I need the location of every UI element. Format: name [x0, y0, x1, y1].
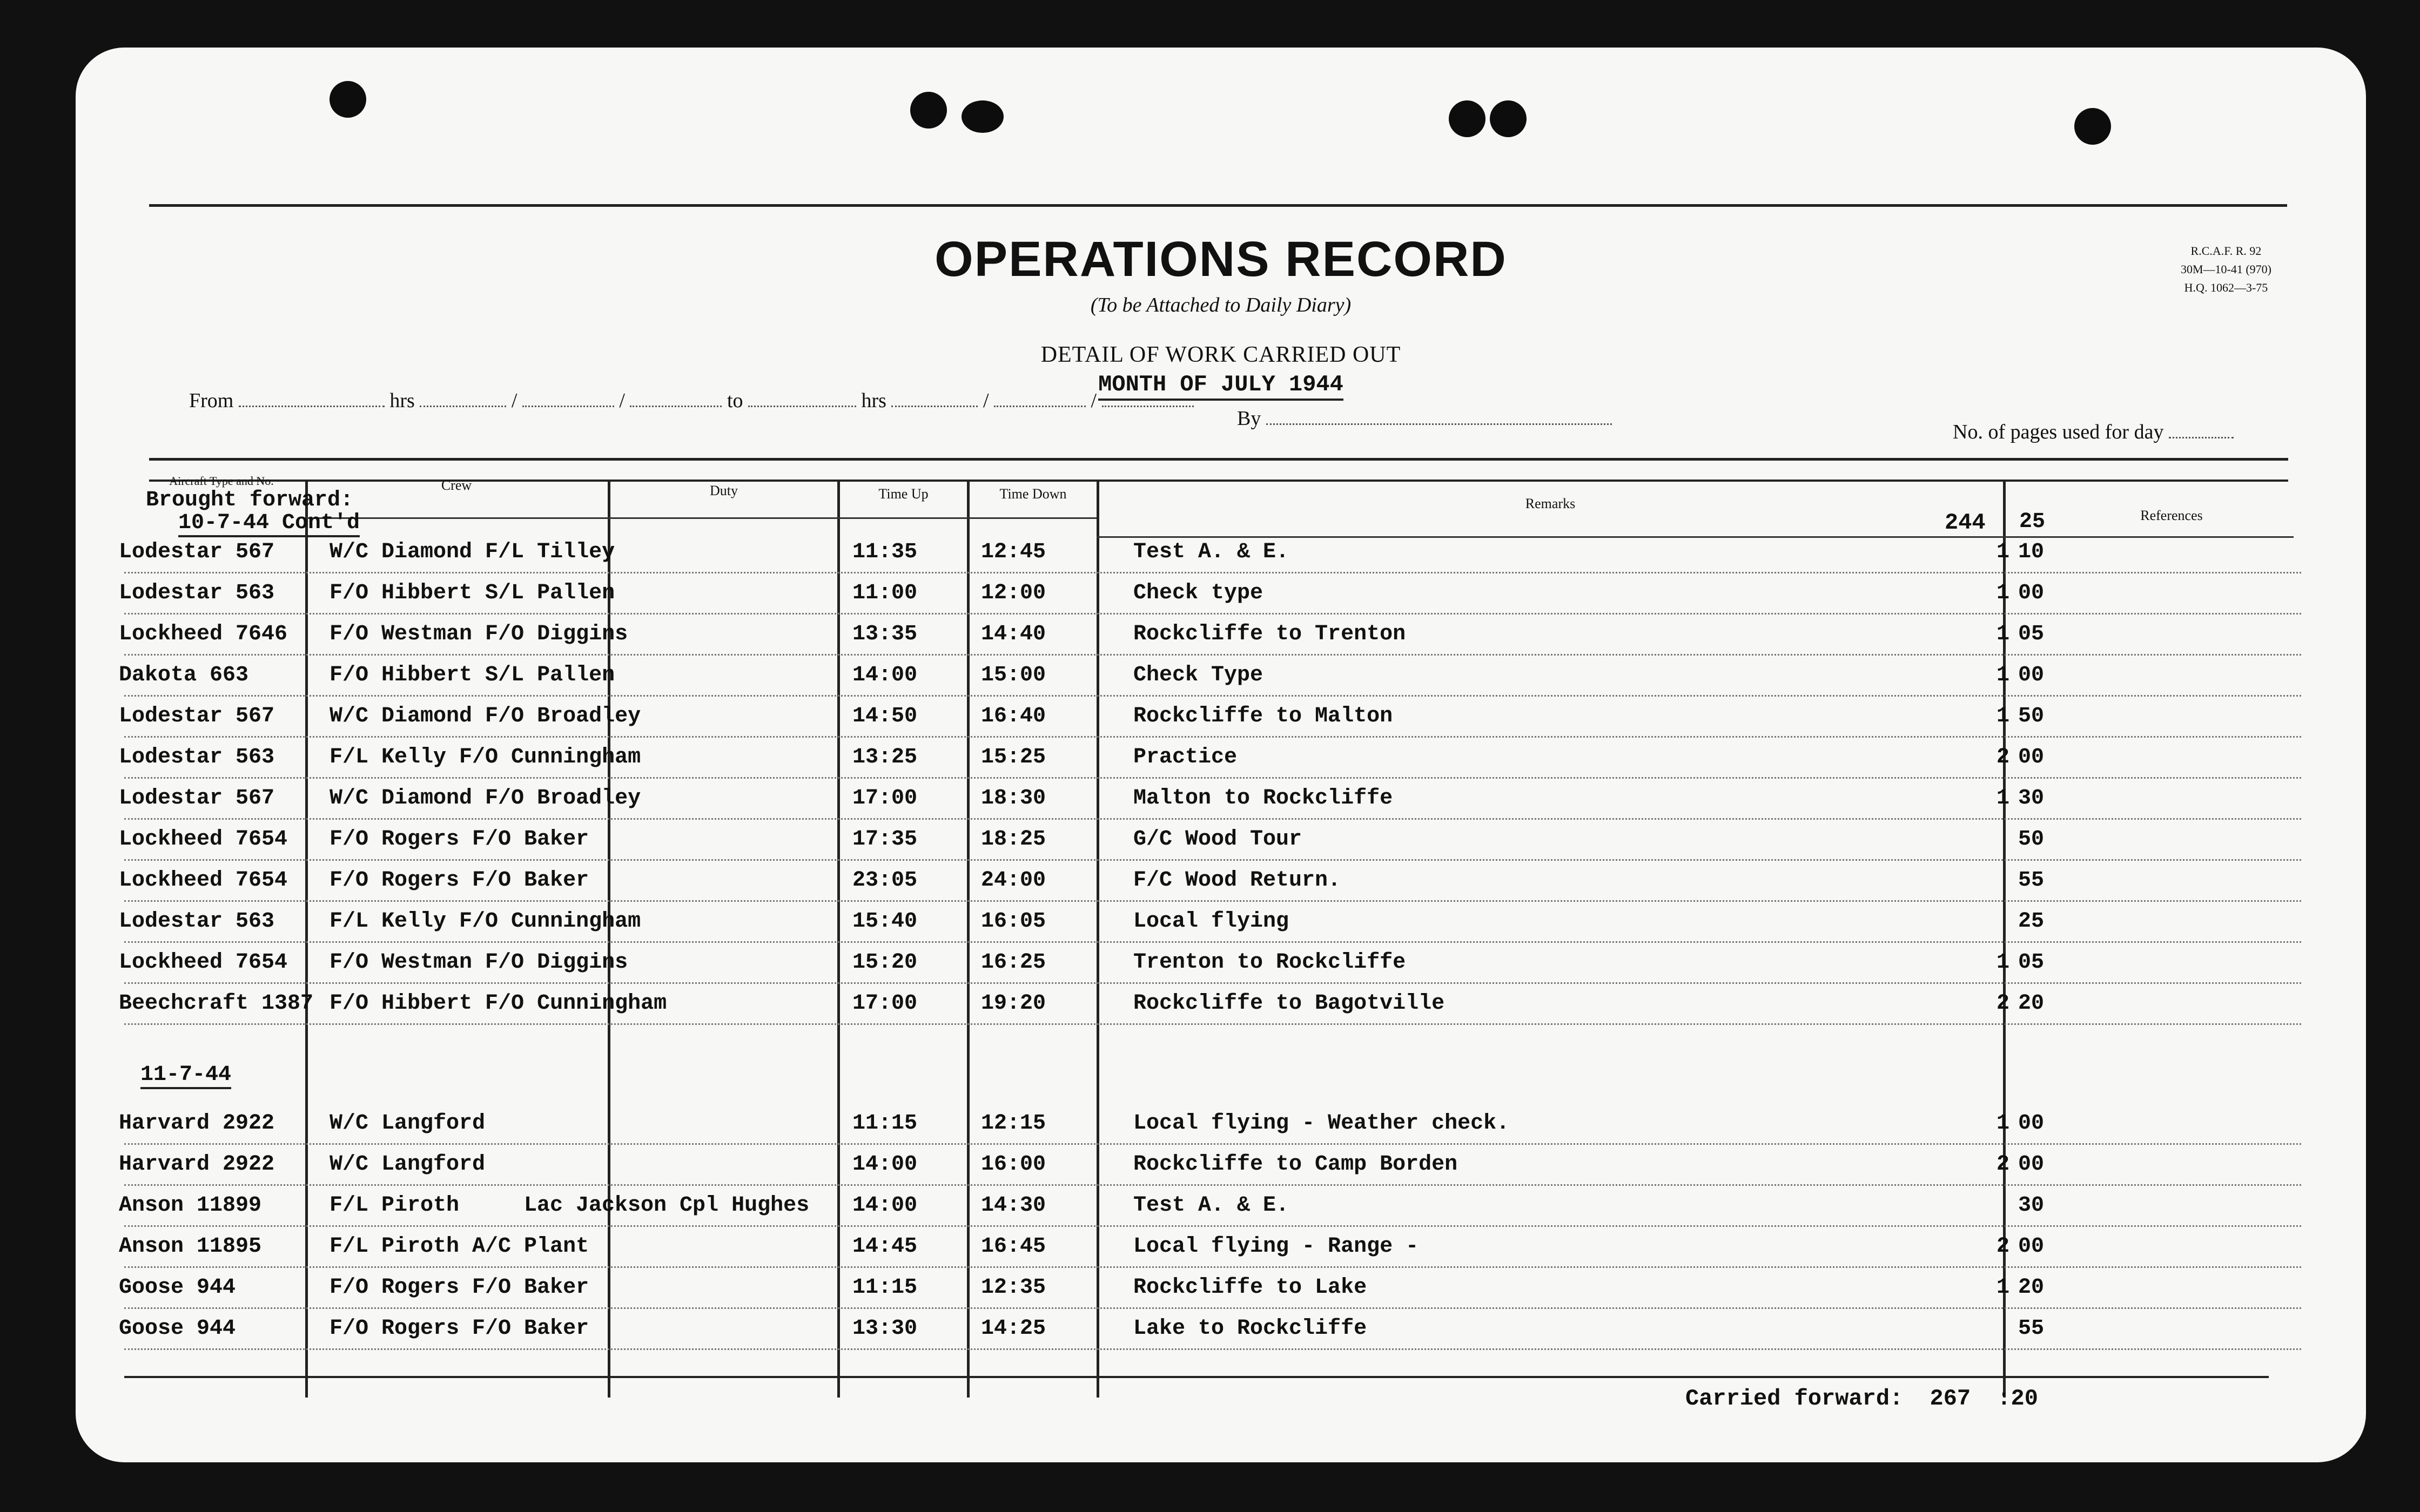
crew: F/O Westman F/O Diggins — [330, 622, 628, 646]
time-down: 12:35 — [981, 1275, 1046, 1300]
flight-minutes: 25 — [2018, 909, 2045, 934]
punch-hole — [2074, 108, 2111, 145]
col-duty: Duty — [710, 483, 738, 498]
row-dotted-rule — [124, 1266, 2301, 1268]
table-row — [76, 985, 2366, 1026]
remarks: F/C Wood Return. — [1133, 868, 1341, 893]
crew: W/C Diamond F/L Tilley — [330, 540, 615, 564]
header-rule — [149, 204, 2287, 207]
flight-minutes: 00 — [2018, 745, 2045, 770]
time-up: 13:25 — [852, 745, 918, 770]
table-row — [76, 657, 2366, 698]
slash: / — [983, 389, 989, 412]
flight-minutes: 55 — [2018, 868, 2045, 893]
row-dotted-rule — [124, 1184, 2301, 1186]
aircraft-type: Lockheed 7654 — [119, 868, 288, 893]
table-row — [76, 1269, 2366, 1310]
time-up: 17:35 — [852, 827, 918, 852]
crew: F/O Rogers F/O Baker — [330, 868, 589, 893]
time-up: 17:00 — [852, 786, 918, 811]
punch-hole — [910, 92, 947, 129]
aircraft-type: Lockheed 7646 — [119, 622, 288, 646]
time-down: 15:00 — [981, 663, 1046, 687]
aircraft-type: Goose 944 — [119, 1275, 236, 1300]
remarks: Rockcliffe to Bagotville — [1133, 991, 1445, 1016]
to-day-field[interactable] — [994, 390, 1086, 407]
time-down: 16:45 — [981, 1234, 1046, 1259]
remarks: Check Type — [1133, 663, 1263, 687]
carried-forward-hours: 267 — [1930, 1386, 1971, 1412]
time-up: 11:00 — [852, 581, 918, 605]
remarks: Rockcliffe to Lake — [1133, 1275, 1367, 1300]
time-down: 12:00 — [981, 581, 1046, 605]
flight-hours: 2 — [1996, 1152, 2009, 1177]
row-dotted-rule — [124, 1307, 2301, 1309]
col-aircraft: Aircraft Type and No. — [169, 474, 274, 488]
row-dotted-rule — [124, 982, 2301, 984]
carried-forward — [1685, 1386, 2038, 1412]
form-ref-line: R.C.A.F. R. 92 — [2190, 244, 2262, 258]
brought-forward-hours: 244 — [1945, 510, 1986, 536]
time-up: 23:05 — [852, 868, 918, 893]
crew: W/C Diamond F/O Broadley — [330, 786, 641, 811]
table-row — [76, 1146, 2366, 1187]
crew: F/L Piroth A/C Plant — [330, 1234, 589, 1259]
crew: F/L Kelly F/O Cunningham — [330, 909, 641, 934]
time-up: 14:00 — [852, 663, 918, 687]
flight-hours: 1 — [1996, 622, 2009, 646]
aircraft-type: Anson 11895 — [119, 1234, 262, 1259]
remarks: Rockcliffe to Camp Borden — [1133, 1152, 1458, 1177]
flight-hours: 1 — [1996, 540, 2009, 564]
table-row — [76, 903, 2366, 944]
to-hrs-field[interactable] — [891, 390, 978, 407]
aircraft-type: Goose 944 — [119, 1317, 236, 1341]
time-down: 18:30 — [981, 786, 1046, 811]
aircraft-type: Lodestar 563 — [119, 745, 275, 770]
time-down: 14:30 — [981, 1193, 1046, 1218]
flight-hours: 1 — [1996, 581, 2009, 605]
flight-hours: 1 — [1996, 704, 2009, 728]
slash: / — [1091, 389, 1097, 412]
time-down: 12:15 — [981, 1111, 1046, 1136]
form-ref-line: 30M—10-41 (970) — [2180, 262, 2271, 276]
table-row — [76, 534, 2366, 575]
crew: F/O Rogers F/O Baker — [330, 827, 589, 852]
crew: W/C Langford — [330, 1152, 486, 1177]
flight-minutes: 00 — [2018, 581, 2045, 605]
crew: F/O Hibbert S/L Pallen — [330, 663, 615, 687]
row-dotted-rule — [124, 900, 2301, 902]
brought-forward-minutes: 25 — [2019, 510, 2046, 534]
aircraft-type: Lodestar 567 — [119, 540, 275, 564]
time-up: 17:00 — [852, 991, 918, 1016]
time-up: 14:50 — [852, 704, 918, 728]
table-row — [76, 1228, 2366, 1269]
by-line — [1237, 407, 1612, 430]
time-down: 16:40 — [981, 704, 1046, 728]
table-row — [76, 1310, 2366, 1351]
flight-hours: 1 — [1996, 786, 2009, 811]
aircraft-type: Anson 11899 — [119, 1193, 262, 1218]
time-down: 19:20 — [981, 991, 1046, 1016]
remarks: Practice — [1133, 745, 1238, 770]
to-field[interactable] — [748, 390, 856, 407]
aircraft-type: Dakota 663 — [119, 663, 249, 687]
operations-record-card — [76, 48, 2366, 1462]
flight-minutes: 00 — [2018, 1111, 2045, 1136]
section-date-text: 10-7-44 Cont'd — [178, 511, 360, 537]
remarks: Rockcliffe to Malton — [1133, 704, 1393, 728]
from-field[interactable] — [239, 390, 385, 407]
from-month-field[interactable] — [630, 390, 722, 407]
flight-minutes: 10 — [2018, 540, 2045, 564]
crew: F/O Rogers F/O Baker — [330, 1317, 589, 1341]
time-down: 14:40 — [981, 622, 1046, 646]
table-row — [76, 616, 2366, 657]
remarks: Test A. & E. — [1133, 540, 1289, 564]
row-dotted-rule — [124, 818, 2301, 820]
time-up: 11:15 — [852, 1275, 918, 1300]
month-text: MONTH OF JULY 1944 — [1098, 372, 1343, 401]
flight-minutes: 00 — [2018, 1152, 2045, 1177]
flight-hours: 1 — [1996, 1275, 2009, 1300]
row-dotted-rule — [124, 572, 2301, 573]
table-row — [76, 739, 2366, 780]
remarks: Malton to Rockcliffe — [1133, 786, 1393, 811]
time-up: 15:20 — [852, 950, 918, 975]
table-row — [76, 698, 2366, 739]
aircraft-type: Lodestar 567 — [119, 704, 275, 728]
remarks: Local flying — [1133, 909, 1289, 934]
time-up: 14:00 — [852, 1193, 918, 1218]
col-crew: Crew — [441, 477, 472, 493]
flight-hours: 1 — [1996, 1111, 2009, 1136]
flight-minutes: 00 — [2018, 1234, 2045, 1259]
aircraft-type: Harvard 2922 — [119, 1152, 275, 1177]
flight-minutes: 00 — [2018, 663, 2045, 687]
slash: / — [511, 389, 517, 412]
table-row — [76, 821, 2366, 862]
pages-label: No. of pages used for day — [1953, 421, 2164, 443]
time-down: 14:25 — [981, 1317, 1046, 1341]
form-reference — [2181, 242, 2271, 297]
section-date — [178, 511, 360, 535]
flight-minutes: 05 — [2018, 622, 2045, 646]
col-time-up: Time Up — [878, 486, 929, 502]
remarks: Local flying - Weather check. — [1133, 1111, 1510, 1136]
form-ref-line: H.Q. 1062—3-75 — [2184, 281, 2268, 294]
punch-hole — [330, 81, 366, 118]
row-dotted-rule — [124, 777, 2301, 779]
to-month-field[interactable] — [1102, 390, 1194, 407]
crew: F/L Piroth — [330, 1193, 460, 1218]
row-dotted-rule — [124, 1143, 2301, 1145]
flight-hours: 1 — [1996, 663, 2009, 687]
section-date-text: 11-7-44 — [140, 1063, 231, 1089]
time-up: 14:45 — [852, 1234, 918, 1259]
crew: F/O Hibbert F/O Cunningham — [330, 991, 667, 1016]
time-down: 12:45 — [981, 540, 1046, 564]
punch-hole — [962, 100, 1004, 133]
table-row — [76, 1105, 2366, 1146]
aircraft-type: Beechcraft 1387 — [119, 991, 314, 1016]
aircraft-type: Lockheed 7654 — [119, 827, 288, 852]
crew: F/O Westman F/O Diggins — [330, 950, 628, 975]
table-row — [76, 575, 2366, 616]
by-label: By — [1237, 407, 1261, 430]
table-top-rule — [149, 458, 2288, 461]
remarks: Trenton to Rockcliffe — [1133, 950, 1406, 975]
carried-forward-label: Carried forward: — [1685, 1386, 1904, 1412]
table-bottom-rule — [124, 1376, 2269, 1378]
flight-hours: 1 — [1996, 950, 2009, 975]
from-hrs-field[interactable] — [420, 390, 506, 407]
remarks: G/C Wood Tour — [1133, 827, 1302, 852]
time-up: 11:15 — [852, 1111, 918, 1136]
time-down: 24:00 — [981, 868, 1046, 893]
time-up: 14:00 — [852, 1152, 918, 1177]
table-row — [76, 780, 2366, 821]
table-row — [76, 944, 2366, 985]
form-subtitle: (To be Attached to Daily Diary) — [1090, 294, 1352, 316]
col-remarks: Remarks — [1525, 496, 1576, 511]
carried-forward-minutes: :20 — [1997, 1386, 2038, 1412]
from-to-line — [189, 389, 1194, 413]
crew: W/C Diamond F/O Broadley — [330, 704, 641, 728]
flight-hours: 2 — [1996, 1234, 2009, 1259]
aircraft-type: Lodestar 567 — [119, 786, 275, 811]
duty: Lac Jackson Cpl Hughes — [524, 1193, 810, 1218]
row-dotted-rule — [124, 1225, 2301, 1227]
flight-minutes: 20 — [2018, 991, 2045, 1016]
aircraft-type: Lodestar 563 — [119, 581, 275, 605]
flight-minutes: 30 — [2018, 786, 2045, 811]
time-up: 13:30 — [852, 1317, 918, 1341]
row-dotted-rule — [124, 1023, 2301, 1025]
table-row — [76, 862, 2366, 903]
row-dotted-rule — [124, 736, 2301, 738]
detail-heading: DETAIL OF WORK CARRIED OUT — [1040, 342, 1401, 367]
remarks: Check type — [1133, 581, 1263, 605]
flight-hours: 2 — [1996, 745, 2009, 770]
punch-hole — [1490, 100, 1527, 137]
flight-minutes: 20 — [2018, 1275, 2045, 1300]
time-up: 13:35 — [852, 622, 918, 646]
flight-hours: 2 — [1996, 991, 2009, 1016]
row-dotted-rule — [124, 1348, 2301, 1350]
crew: F/O Hibbert S/L Pallen — [330, 581, 615, 605]
row-dotted-rule — [124, 613, 2301, 615]
form-title: OPERATIONS RECORD — [935, 232, 1507, 287]
row-dotted-rule — [124, 695, 2301, 697]
remarks: Lake to Rockcliffe — [1133, 1317, 1367, 1341]
col-references: References — [2140, 508, 2203, 523]
time-down: 16:25 — [981, 950, 1046, 975]
by-field[interactable] — [1266, 408, 1612, 425]
time-down: 16:05 — [981, 909, 1046, 934]
crew: F/O Rogers F/O Baker — [330, 1275, 589, 1300]
crew: F/L Kelly F/O Cunningham — [330, 745, 641, 770]
brought-forward-label: Brought forward: — [146, 488, 354, 512]
time-up: 11:35 — [852, 540, 918, 564]
remarks: Local flying - Range - — [1133, 1234, 1419, 1259]
pages-line — [1953, 420, 2234, 444]
to-label: to — [727, 389, 743, 412]
crew: W/C Langford — [330, 1111, 486, 1136]
hrs-label: hrs — [389, 389, 415, 412]
col-time-down: Time Down — [999, 486, 1067, 502]
time-down: 16:00 — [981, 1152, 1046, 1177]
flight-minutes: 50 — [2018, 827, 2045, 852]
flight-minutes: 55 — [2018, 1317, 2045, 1341]
flight-minutes: 05 — [2018, 950, 2045, 975]
time-up: 15:40 — [852, 909, 918, 934]
table-row — [76, 1187, 2366, 1228]
hrs-label: hrs — [861, 389, 886, 412]
aircraft-type: Lockheed 7654 — [119, 950, 288, 975]
aircraft-type: Lodestar 563 — [119, 909, 275, 934]
remarks: Rockcliffe to Trenton — [1133, 622, 1406, 646]
remarks: Test A. & E. — [1133, 1193, 1289, 1218]
row-dotted-rule — [124, 859, 2301, 861]
row-dotted-rule — [124, 941, 2301, 943]
punch-hole — [1449, 100, 1485, 137]
time-down: 15:25 — [981, 745, 1046, 770]
flight-minutes: 50 — [2018, 704, 2045, 728]
header-separator — [305, 517, 1097, 519]
section-date — [140, 1063, 231, 1087]
row-dotted-rule — [124, 654, 2301, 656]
from-day-field[interactable] — [522, 390, 614, 407]
flight-minutes: 30 — [2018, 1193, 2045, 1218]
time-down: 18:25 — [981, 827, 1046, 852]
aircraft-type: Harvard 2922 — [119, 1111, 275, 1136]
slash: / — [619, 389, 625, 412]
pages-field[interactable] — [2169, 422, 2234, 438]
from-label: From — [189, 389, 234, 412]
